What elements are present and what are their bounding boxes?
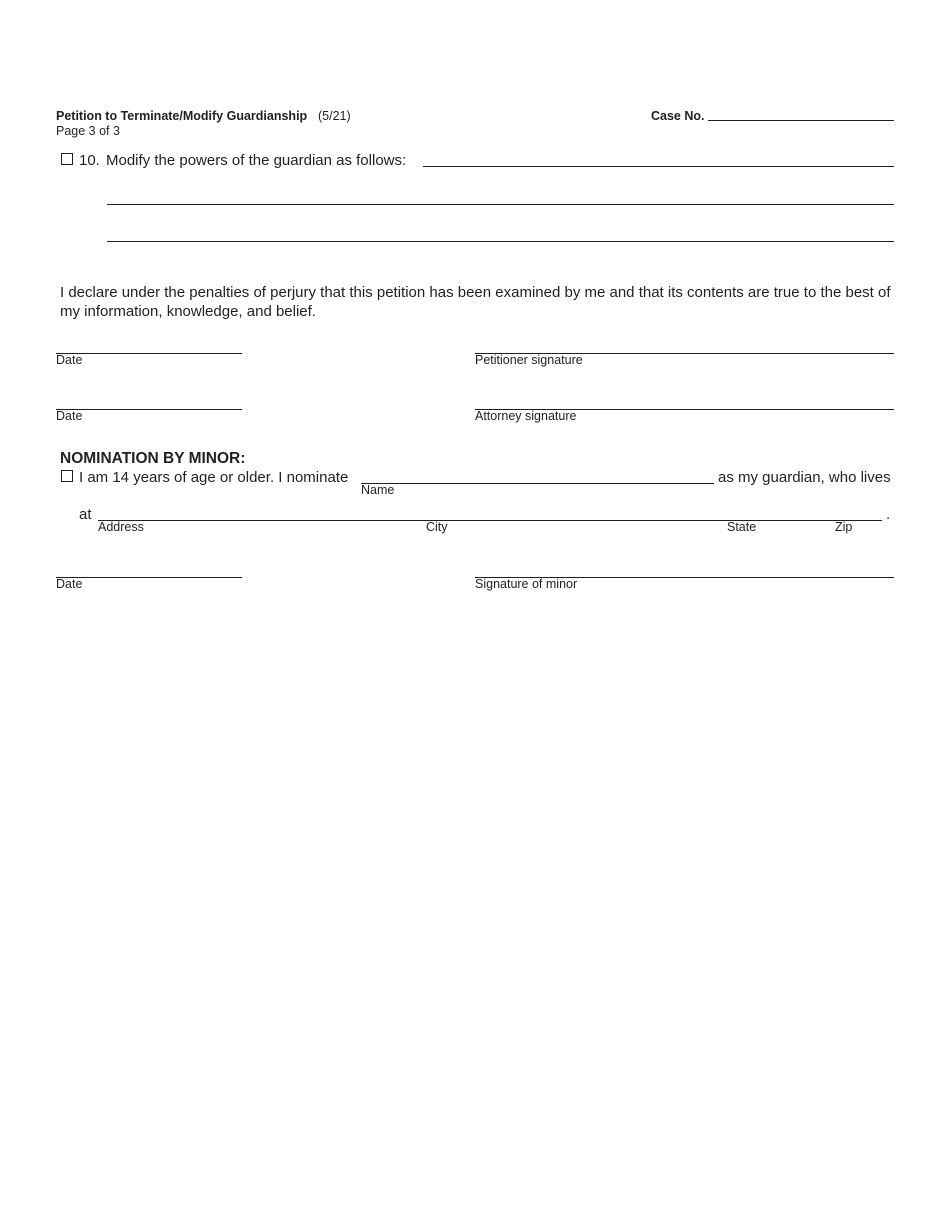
item10-number: 10. [79,152,100,169]
nomination-heading: NOMINATION BY MINOR: [60,450,246,467]
zip-label: Zip [835,520,853,534]
petitioner-date-label: Date [56,353,83,367]
state-label: State [727,520,757,534]
minor-signature-label: Signature of minor [475,577,578,591]
item10-checkbox[interactable] [61,153,73,165]
item10-text: Modify the powers of the guardian as follows: [106,152,407,169]
nomination-text-before: I am 14 years of age or older. I nominate [79,469,349,486]
case-no-label: Case No. [651,109,705,123]
item10-line-1[interactable] [423,166,894,167]
nominee-name-label: Name [361,483,395,497]
nominee-name-line[interactable] [361,483,714,484]
attorney-date-label: Date [56,409,83,423]
attorney-signature-label: Attorney signature [475,409,577,423]
page-info: Page 3 of 3 [56,124,120,138]
at-label: at [79,506,92,523]
minor-date-label: Date [56,577,83,591]
item10-line-3[interactable] [107,241,894,242]
perjury-declaration: I declare under the penalties of perjury that this petition has been examined by me and that its contents are true to the best of my information, knowledge, and belief. [60,284,891,320]
address-line[interactable] [98,520,882,521]
city-label: City [426,520,448,534]
form-title: Petition to Terminate/Modify Guardianship [56,109,308,123]
nomination-checkbox[interactable] [61,470,73,482]
petitioner-date-line[interactable] [56,353,242,354]
nomination-text-after: as my guardian, who lives [718,469,891,486]
case-no-field[interactable] [708,120,894,121]
attorney-date-line[interactable] [56,409,242,410]
address-label: Address [98,520,144,534]
minor-date-line[interactable] [56,577,242,578]
form-version: (5/21) [318,109,351,123]
petitioner-signature-label: Petitioner signature [475,353,583,367]
item10-line-2[interactable] [107,204,894,205]
address-period: . [886,506,891,523]
